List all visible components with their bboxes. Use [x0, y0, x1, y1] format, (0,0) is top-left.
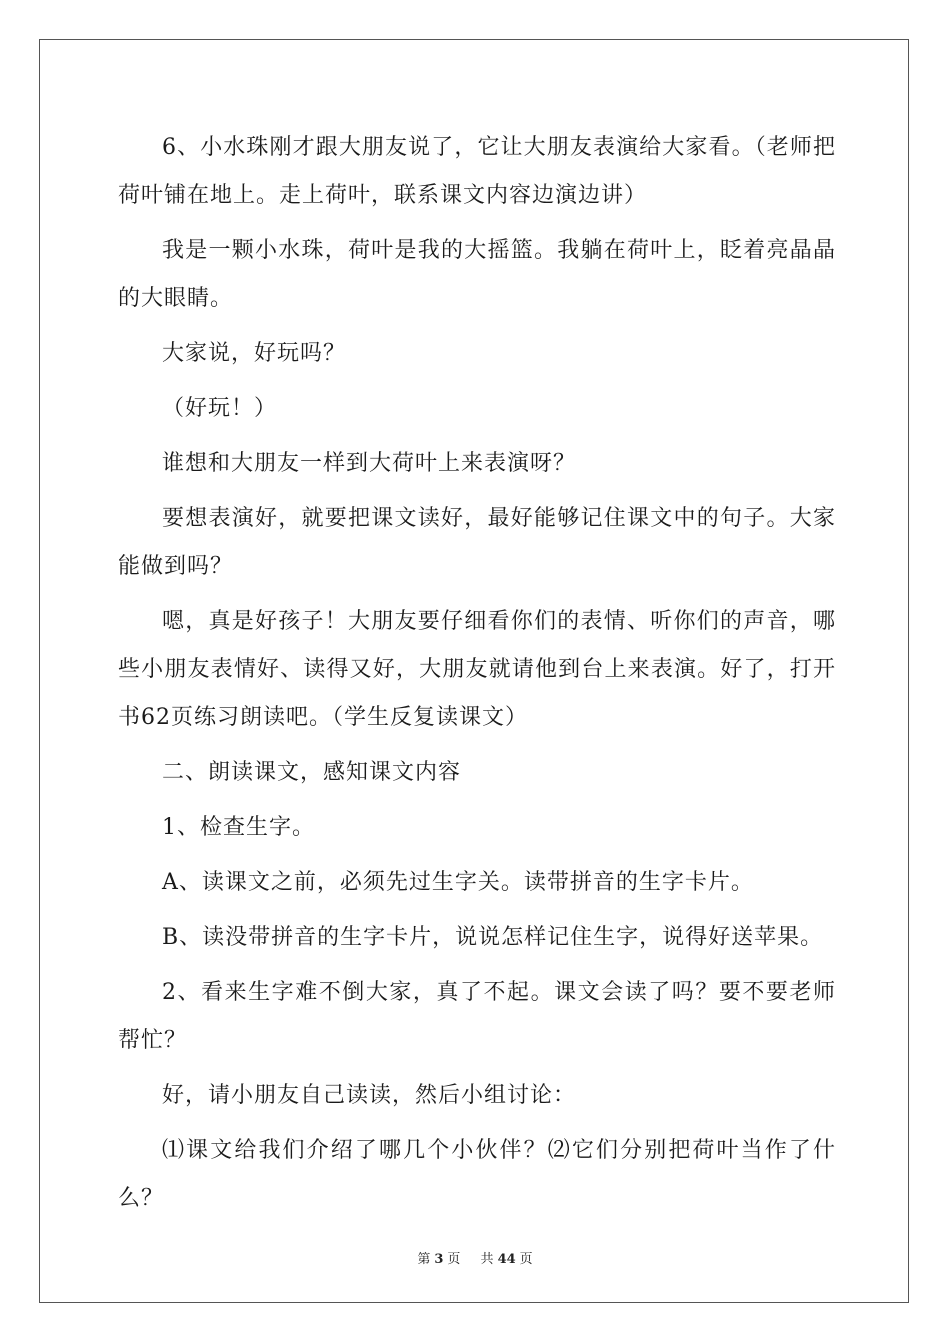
paragraph: 好，请小朋友自己读读，然后小组讨论：: [162, 1083, 577, 1108]
paragraph: 2、看来生字难不倒大家，真了不起。课文会读了吗？要不要老师帮忙？: [118, 980, 836, 1053]
page-suffix: 页: [447, 1252, 461, 1267]
document-body: [118, 124, 836, 1230]
paragraph: ⑴课文给我们介绍了哪几个小伙伴？⑵它们分别把荷叶当作了什么？: [118, 1138, 836, 1211]
paragraph: A、读课文之前，必须先过生字关。读带拼音的生字卡片。: [162, 870, 754, 895]
paragraph: （好玩！）: [162, 396, 278, 421]
total-suffix: 页: [519, 1252, 533, 1267]
paragraph: 要想表演好，就要把课文读好，最好能够记住课文中的句子。大家能做到吗？: [118, 506, 836, 579]
paragraph: 大家说，好玩吗？: [162, 341, 347, 366]
paragraph: 谁想和大朋友一样到大荷叶上来表演呀？: [162, 451, 577, 476]
paragraph: 1、检查生字。: [162, 815, 315, 840]
section-heading: 二、朗读课文，感知课文内容: [162, 760, 462, 785]
page-number: 3: [434, 1252, 444, 1267]
total-prefix: 共: [480, 1252, 494, 1267]
total-indicator: [477, 1252, 537, 1267]
paragraph: 6、小水珠刚才跟大朋友说了，它让大朋友表演给大家看。（老师把荷叶铺在地上。走上荷叶，联系课文内容边演边讲）: [118, 135, 836, 208]
page-footer: [0, 1248, 950, 1267]
paragraph: B、读没带拼音的生字卡片，说说怎样记住生字，说得好送苹果。: [162, 925, 824, 950]
page-prefix: 第: [417, 1252, 431, 1267]
total-pages: 44: [497, 1252, 516, 1267]
page-indicator: [413, 1252, 464, 1267]
paragraph: 嗯，真是好孩子！大朋友要仔细看你们的表情、听你们的声音，哪些小朋友表情好、读得又好，大朋友就请他到台上来表演。好了，打开书62页练习朗读吧。（学生反复读课文）: [118, 609, 836, 730]
paragraph: 我是一颗小水珠，荷叶是我的大摇篮。我躺在荷叶上，眨着亮晶晶的大眼睛。: [118, 238, 836, 311]
